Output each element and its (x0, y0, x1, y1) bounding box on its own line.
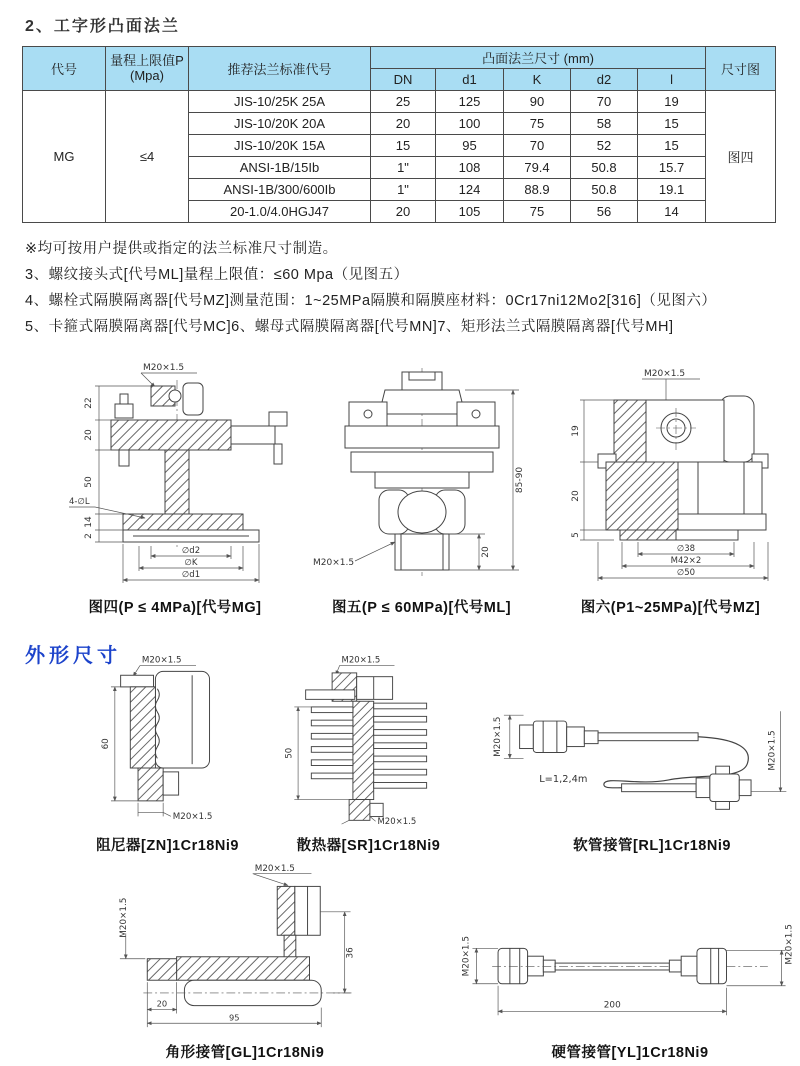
dim-label: 2 (84, 533, 94, 539)
dim-label: M42×2 (670, 556, 702, 566)
cell-l: 19 (638, 91, 706, 113)
figure-caption: 角形接管[GL]1Cr18Ni9 (165, 1045, 325, 1061)
cell-dn: 20 (371, 113, 436, 135)
dim-label: M20×1.5 (313, 558, 355, 568)
dim-label: 200 (603, 1000, 621, 1011)
figure-radiator (276, 654, 461, 855)
dim-label: ∅d2 (181, 546, 201, 556)
dim-label: 19 (571, 425, 581, 437)
cell-standard: JIS-10/25K 25A (189, 91, 371, 113)
dim-label: M20×1.5 (172, 812, 213, 823)
angle-connector-drawing (95, 861, 395, 1033)
cell-d2: 52 (571, 135, 638, 157)
figure-caption: 硬管接管[YL]1Cr18Ni9 (551, 1045, 709, 1061)
damper-drawing (85, 654, 250, 826)
cell-standard: ANSI-1B/15Ib (189, 157, 371, 179)
col-header-l: l (638, 69, 706, 91)
figure-ml-connector (309, 360, 534, 617)
dim-label: M20×1.5 (767, 730, 778, 771)
notes-list (25, 236, 800, 340)
dim-label: 50 (284, 747, 295, 759)
cell-dn: 1" (371, 179, 436, 201)
dim-label: M20×1.5 (493, 716, 503, 757)
cell-d1: 124 (436, 179, 504, 201)
dim-label: 14 (84, 516, 94, 528)
cell-k: 88.9 (504, 179, 571, 201)
dim-label: 22 (84, 397, 94, 409)
col-header-d2: d2 (571, 69, 638, 91)
cell-dn: 1" (371, 157, 436, 179)
dim-label: M20×1.5 (377, 817, 417, 828)
dim-label: 20 (571, 490, 581, 502)
cell-l: 15 (638, 113, 706, 135)
cell-k: 79.4 (504, 157, 571, 179)
mg-flange-drawing (55, 360, 295, 588)
dim-label: M20×1.5 (644, 369, 686, 379)
figure-caption: 阻尼器[ZN]1Cr18Ni9 (96, 838, 239, 854)
cell-d1: 100 (436, 113, 504, 135)
figure-caption: 图五(P ≤ 60MPa)[代号ML] (331, 600, 512, 616)
cell-dn: 15 (371, 135, 436, 157)
col-header-range-line2: (Mpa) (130, 67, 164, 83)
dim-label: 20 (84, 429, 94, 441)
cell-standard: JIS-10/20K 20A (189, 113, 371, 135)
figure-rigid-pipe (450, 905, 800, 1062)
dim-label: 4-∅L (69, 497, 90, 507)
col-header-range (106, 47, 189, 91)
figure-mz-isolator (548, 366, 793, 617)
col-header-flange-group: 凸面法兰尺寸 (mm) (371, 47, 706, 69)
note-line: 5、卡箍式隔膜隔离器[代号MC]6、螺母式隔膜隔离器[代号MN]7、矩形法兰式隔膜隔离器[代号MH] (25, 319, 674, 335)
col-header-dn: DN (371, 69, 436, 91)
cell-k: 70 (504, 135, 571, 157)
col-header-range-line1: 量程上限值P (110, 52, 184, 68)
col-header-figure: 尺寸图 (706, 47, 776, 91)
cell-k: 75 (504, 201, 571, 223)
dim-label: M20×1.5 (141, 655, 182, 666)
dim-label: 5 (571, 532, 581, 538)
cell-d2: 56 (571, 201, 638, 223)
cell-d1: 95 (436, 135, 504, 157)
cell-l: 15 (638, 135, 706, 157)
figure-mg-flange (55, 360, 295, 617)
dim-label: M20×1.5 (118, 897, 129, 938)
figure-row-2 (85, 654, 800, 855)
cell-code: MG (23, 91, 106, 223)
dim-label: M20×1.5 (341, 655, 381, 666)
hose-drawing (487, 674, 800, 826)
flange-spec-table (22, 46, 776, 223)
dim-label: 50 (84, 476, 94, 488)
figure-row-1 (55, 360, 800, 617)
figure-angle-connector (95, 861, 395, 1062)
outline-section-heading: 外形尺寸 (25, 645, 121, 667)
ml-connector-drawing (309, 360, 534, 588)
figure-caption: 图六(P1~25MPa)[代号MZ] (580, 600, 761, 616)
cell-k: 75 (504, 113, 571, 135)
cell-d1: 125 (436, 91, 504, 113)
dim-label: 36 (345, 947, 356, 959)
cell-d2: 70 (571, 91, 638, 113)
figure-row-3 (95, 861, 800, 1062)
dim-label: M20×1.5 (784, 924, 795, 965)
table-row (23, 91, 776, 113)
dim-label: M20×1.5 (254, 863, 295, 874)
figure-damper (85, 654, 250, 855)
dim-label: L=1,2,4m (539, 773, 588, 785)
cell-l: 15.7 (638, 157, 706, 179)
dim-label: M20×1.5 (143, 363, 185, 373)
cell-standard: JIS-10/20K 15A (189, 135, 371, 157)
cell-range: ≤4 (106, 91, 189, 223)
dim-label: 85-90 (515, 466, 525, 494)
col-header-k: K (504, 69, 571, 91)
page-title: 2、工字形凸面法兰 (25, 18, 180, 35)
cell-dn: 25 (371, 91, 436, 113)
dim-label: 60 (101, 738, 112, 750)
rigid-pipe-drawing (450, 905, 800, 1033)
dim-label: 20 (481, 546, 491, 558)
dim-label: ∅d1 (181, 570, 201, 580)
figure-hose (487, 674, 800, 855)
cell-k: 90 (504, 91, 571, 113)
figure-caption: 软管接管[RL]1Cr18Ni9 (573, 838, 731, 854)
cell-l: 19.1 (638, 179, 706, 201)
col-header-d1: d1 (436, 69, 504, 91)
cell-figure-ref: 图四 (706, 91, 776, 223)
cell-d1: 108 (436, 157, 504, 179)
dim-label: 20 (156, 998, 168, 1009)
dim-label: ∅K (184, 558, 198, 568)
radiator-drawing (276, 654, 461, 826)
cell-d1: 105 (436, 201, 504, 223)
cell-standard: ANSI-1B/300/600Ib (189, 179, 371, 201)
cell-dn: 20 (371, 201, 436, 223)
cell-d2: 50.8 (571, 157, 638, 179)
note-line: 3、螺纹接头式[代号ML]量程上限值：≤60 Mpa（见图五） (25, 267, 409, 283)
dim-label: M20×1.5 (461, 935, 472, 977)
dim-label: ∅38 (676, 544, 696, 554)
note-line: 4、螺栓式隔膜隔离器[代号MZ]测量范围：1~25MPa隔膜和隔膜座材料：0Cr17ni12Mo2[316]（见图六） (25, 293, 717, 309)
col-header-code: 代号 (23, 47, 106, 91)
dim-label: ∅50 (676, 568, 696, 578)
cell-l: 14 (638, 201, 706, 223)
mz-isolator-drawing (548, 366, 793, 588)
dim-label: 95 (228, 1012, 240, 1023)
figure-caption: 散热器[SR]1Cr18Ni9 (296, 838, 441, 854)
figure-caption: 图四(P ≤ 4MPa)[代号MG] (88, 600, 262, 616)
col-header-standard: 推荐法兰标准代号 (189, 47, 371, 91)
cell-standard: 20-1.0/4.0HGJ47 (189, 201, 371, 223)
note-line: ※均可按用户提供或指定的法兰标准尺寸制造。 (25, 241, 338, 257)
cell-d2: 50.8 (571, 179, 638, 201)
cell-d2: 58 (571, 113, 638, 135)
